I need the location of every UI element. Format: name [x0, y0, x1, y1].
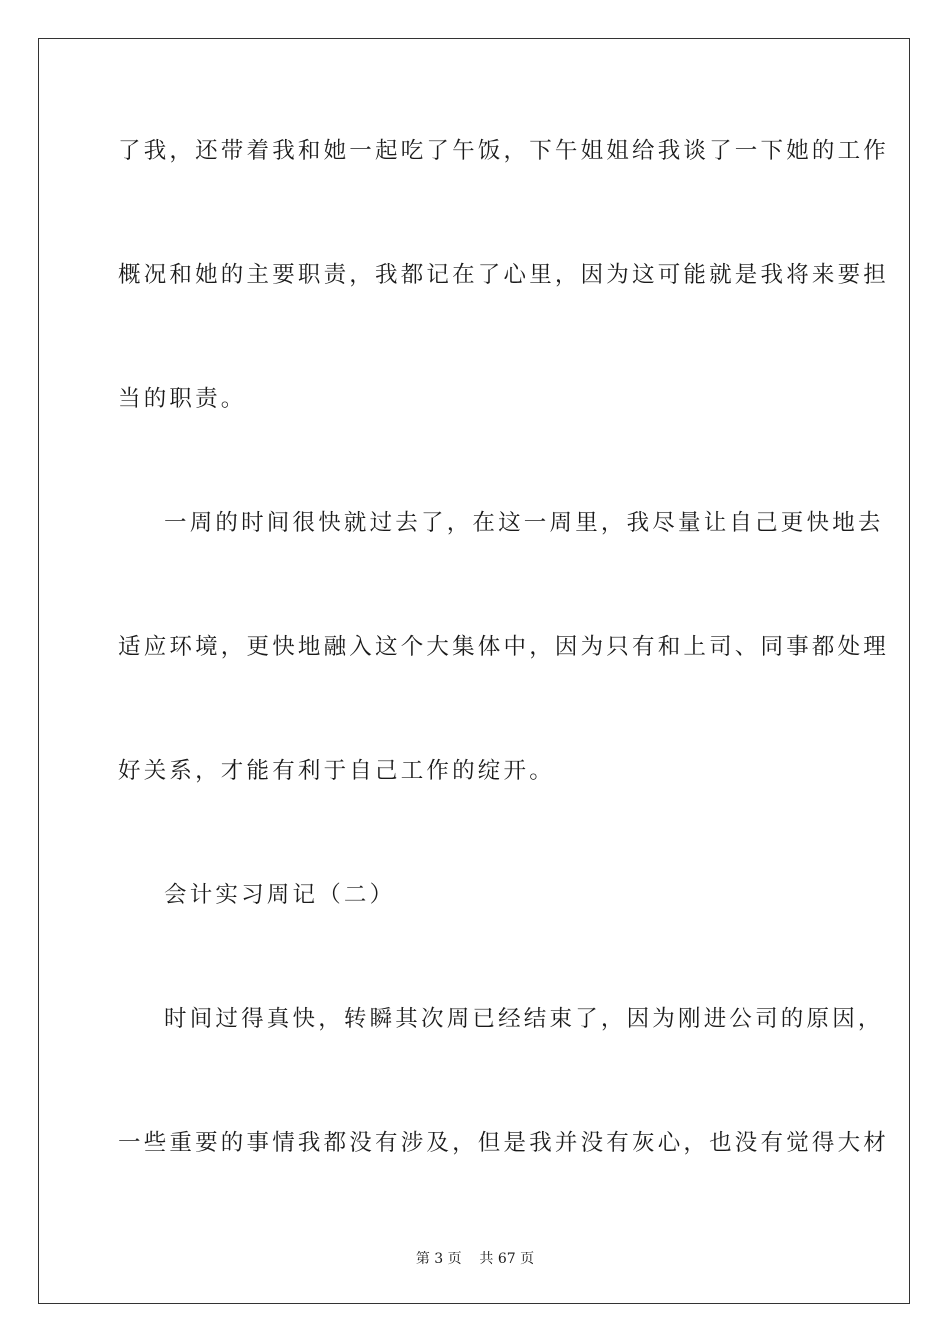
paragraph-line: 了我，还带着我和她一起吃了午饭，下午姐姐给我谈了一下她的工作 — [118, 138, 890, 164]
paragraph-line: 当的职责。 — [118, 386, 247, 412]
page-number-footer: 第 3 页 共 67 页 — [415, 1251, 535, 1267]
paragraph-line: 概况和她的主要职责，我都记在了心里，因为这可能就是我将来要担 — [118, 262, 890, 288]
paragraph-line: 一些重要的事情我都没有涉及，但是我并没有灰心，也没有觉得大材 — [118, 1130, 890, 1156]
paragraph-line: 适应环境，更快地融入这个大集体中，因为只有和上司、同事都处理 — [118, 634, 890, 660]
paragraph-line: 好关系，才能有利于自己工作的绽开。 — [118, 758, 555, 784]
page-border — [38, 38, 910, 1304]
paragraph-line: 一周的时间很快就过去了，在这一周里，我尽量让自己更快地去 — [164, 510, 884, 536]
paragraph-line: 时间过得真快，转瞬其次周已经结束了，因为刚进公司的原因， — [164, 1006, 884, 1032]
section-heading: 会计实习周记（二） — [164, 882, 396, 908]
